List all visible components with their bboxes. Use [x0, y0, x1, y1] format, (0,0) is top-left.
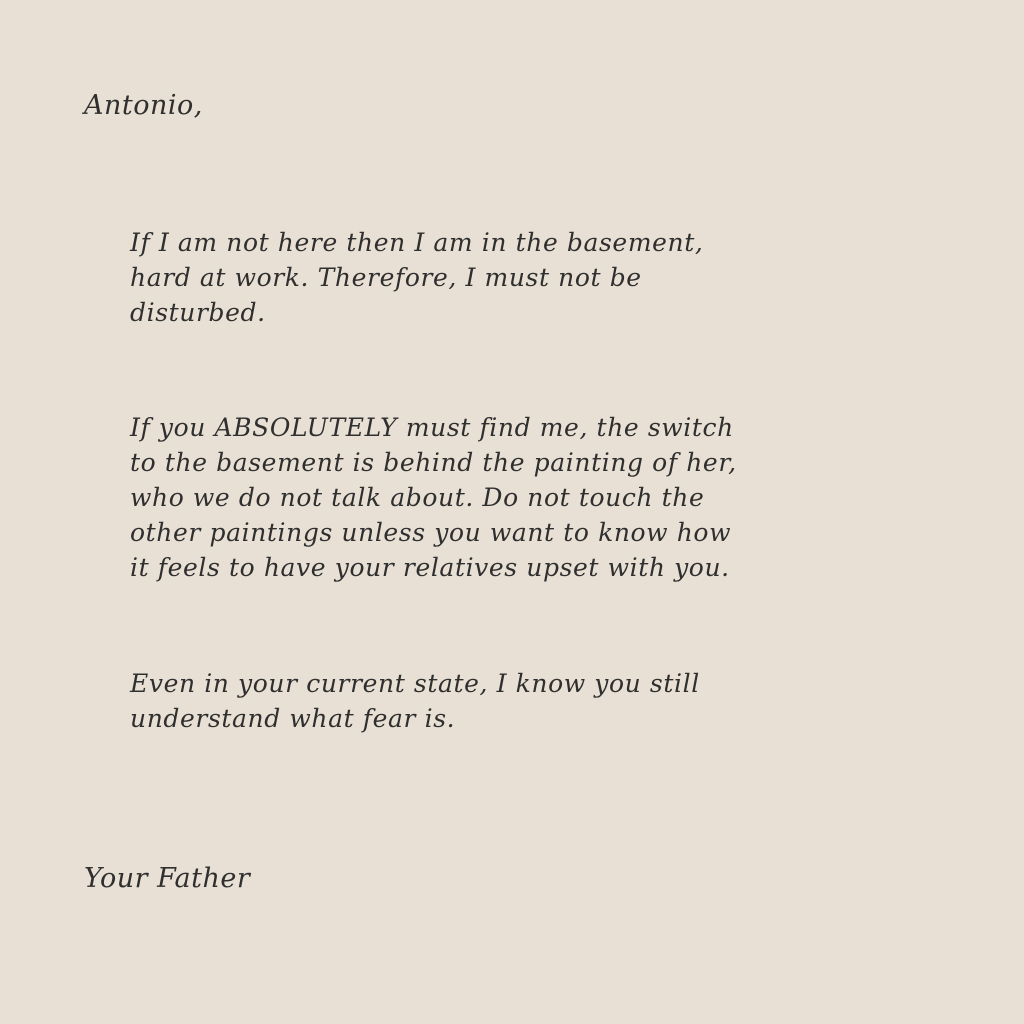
letter-paragraph-1: If I am not here then I am in the basement, hard at work. Therefore, I must not be disturbed. [130, 228, 704, 327]
letter-paragraph-2: If you ABSOLUTELY must find me, the switch to the basement is behind the painting of her, who we do not talk about. Do not touch the other paintings unless you want to know how it feels to have your relatives upset with you. [130, 413, 737, 582]
letter-paragraph-3: Even in your current state, I know you still understand what fear is. [130, 669, 700, 733]
letter-signature: Your Father [84, 863, 251, 894]
letter-salutation: Antonio, [84, 90, 203, 121]
